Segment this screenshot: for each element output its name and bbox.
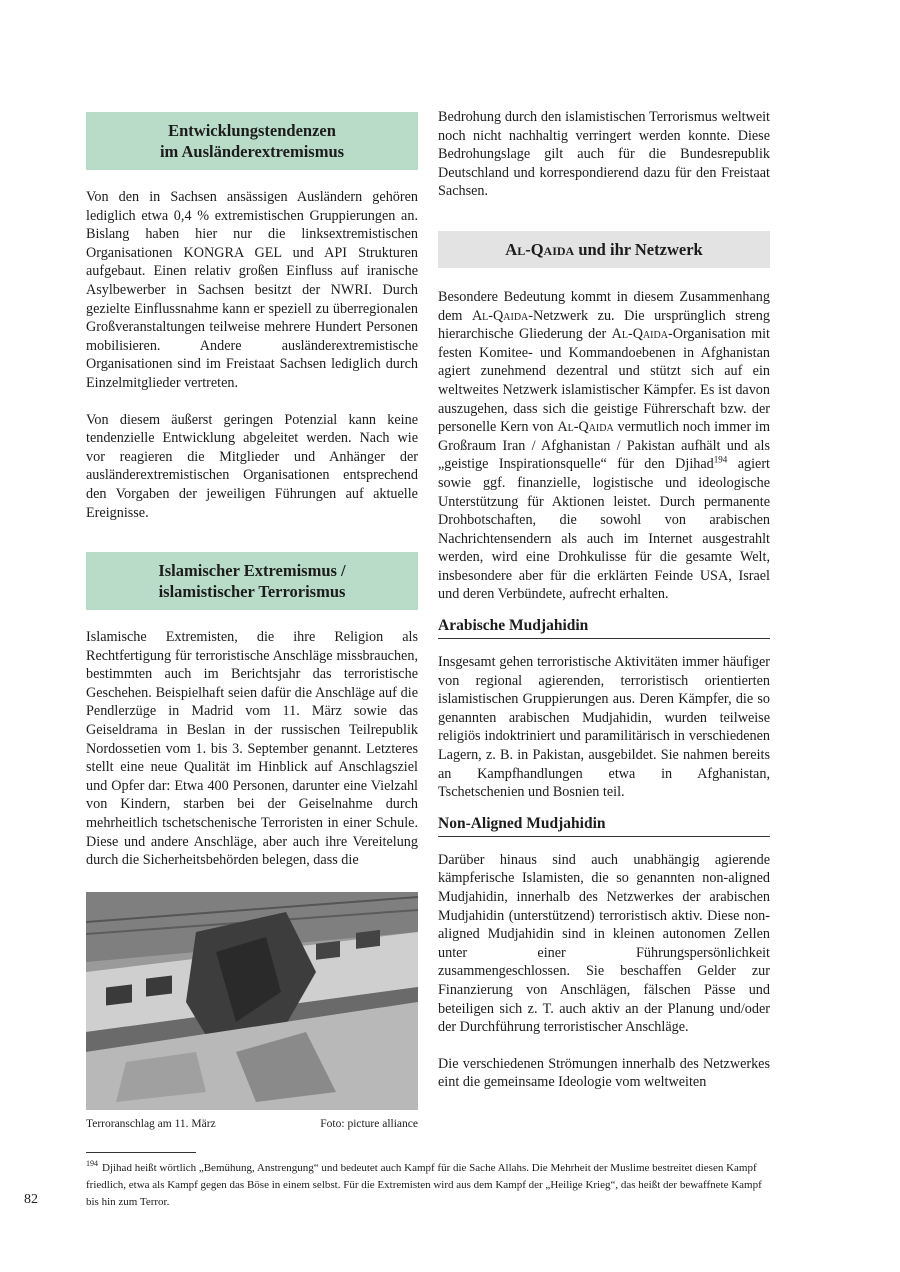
paragraph: Insgesamt gehen terroristische Aktivitäten immer häufiger von regional agierenden, terroristisch orientierten islamistischen Gruppierungen aus. Deren Kämpfer, die so genannten arabischen Mudjahidin, wurden teilweise religiös indoktriniert und paramilitärisch in verschiedenen Lagern, z. B. in Pakistan, ausgebildet. Sie nahmen bereits an Kampfhandlungen etwa in Afghanistan, Tschetschenien und Bosnien teil.	[438, 654, 770, 801]
paragraph: Bedrohung durch den islamistischen Terrorismus weltweit noch nicht nachhaltig verringert werden konnte. Diese Bedrohungslage gilt auch für die Bundesrepublik Deutschland und korrespondierend dazu für den Freistaat Sachsen.	[438, 109, 770, 200]
subheading-non-aligned-mudjahidin: Non-Aligned Mudjahidin	[438, 814, 770, 837]
paragraph: Von den in Sachsen ansässigen Ausländern gehören lediglich etwa 0,4 % extremistischen Gruppierungen an. Bislang haben hier nur die linksextremistischen Organisationen KONGRA GEL und API Strukturen aufgebaut. Einen relativ großen Einfluss auf iranische Asylbewerber in Sachsen besitzt der NWRI. Durch gezielte Einflussnahme kann er speziell zu überregionalen Großveranstaltungen teilweise mehrere Hundert Personen mobilisieren. Andere ausländerextremistische Organisationen sind im Freistaat Sachsen lediglich durch Einzelmitglieder vertreten.	[86, 189, 418, 391]
footnote-number: 194	[86, 1159, 98, 1169]
section-heading-auslaenderextremismus	[86, 112, 418, 170]
section-heading-al-qaida	[438, 231, 770, 268]
heading-line: im Ausländerextremismus	[159, 142, 345, 161]
paragraph: Von diesem äußerst geringen Potenzial kann keine tendenzielle Entwicklung abgeleitet werden. Nach wie vor reagieren die Mitglieder und Anhänger der ausländerextremistischen Organisationen entsprechend den Vorgaben der jeweiligen Führungen auf aktuelle Ereignisse.	[86, 411, 418, 521]
text: -Organisation mit festen Komitee- und Kommandoebenen in Afghanistan agiert zunehmend dezentral und stützt sich auf ein weltweites Netzwerk islamistischer Kämpfer. Es ist davon auszugehen, dass sich die geistige Führerschaft bzw. der personelle Kern von	[438, 326, 770, 436]
caption-text: Terroranschlag am 11. März	[86, 1117, 216, 1130]
al-qaida-term: Al-Qaida	[471, 307, 529, 324]
heading-al-qaida: Al-Qaida	[505, 239, 575, 259]
footnote	[86, 1160, 772, 1211]
paragraph: Darüber hinaus sind auch unabhängig agierende kämpferische Islamisten, die so genannten non-aligned Mudjahidin, innerhalb des Netzwerkes der arabischen Mudjahidin (unterstützend) terroristisch aktiv. Diese non-aligned Mudjahidin sind in kleinen autonomen Zellen unter einer Führungspersönlichkeit zusammengeschlossen. Sie beschaffen Gelder zur Finanzierung von Anschlägen, fälschen Pässe und beteiligen sich z. T. auch aktiv an der Planung und/oder der Durchführung terroristischer Anschläge.	[438, 851, 770, 1036]
page-number: 82	[24, 1192, 38, 1207]
heading-rest: und ihr Netzwerk	[574, 239, 703, 259]
text: -Netzwerk zu. Die ursprünglich streng hierarchische Gliederung der	[438, 307, 770, 343]
al-qaida-term: Al-Qaida	[611, 326, 668, 343]
left-column	[86, 108, 418, 1130]
subheading-arabische-mudjahidin: Arabische Mudjahidin	[438, 616, 770, 639]
section-heading-islamischer-extremismus	[86, 552, 418, 610]
photo-credit: Foto: picture alliance	[320, 1117, 418, 1130]
photo-caption	[86, 1118, 418, 1130]
paragraph-al-qaida	[438, 288, 770, 604]
paragraph: Die verschiedenen Strömungen innerhalb des Netzwerkes eint die gemeinsame Ideologie vom weltweiten	[438, 1055, 770, 1091]
text: agiert sowie ggf. finanzielle, logistische und ideologische Unterstützung für Aktionen leistet. Durch permanente Drohbotschaften, die sowohl von arabischen Nachrichtensendern als auch im Internet ausgestrahlt werden, wird eine Drohkulisse für die gesamte Welt, insbesondere aber für die erklärten Feinde USA, Israel und deren Verbündete, aufrecht erhalten.	[438, 456, 770, 603]
heading-line: islamistischer Terrorismus	[158, 582, 346, 602]
footnote-reference[interactable]: 194	[713, 454, 728, 465]
heading-line: Entwicklungstendenzen	[168, 121, 336, 140]
footnote-text: Djihad heißt wörtlich „Bemühung, Anstrengung“ und bedeutet auch Kampf für die Sache Allahs. Die Mehrheit der Muslime bestreitet diesen Kampf friedlich, etwa als Kampf gegen das Böse in einem selbst. Für die Extremisten wird aus dem Kampf der „Heilige Krieg“, das heißt der bewaffnete Kampf bis hin zum Terror.	[86, 1162, 762, 1208]
heading-line: Islamischer Extremismus /	[158, 561, 346, 581]
text: Besondere Bedeutung kommt in diesem Zusammenhang dem	[438, 288, 770, 324]
photo-illustration	[86, 892, 418, 1110]
text: vermutlich noch immer im Großraum Iran / Afghanistan / Pakistan aufhält und als „geistige Inspirationsquelle“ für den Djihad	[438, 419, 770, 473]
al-qaida-term: Al-Qaida	[557, 419, 614, 436]
right-column	[438, 108, 770, 1092]
train-attack-photo	[86, 892, 418, 1110]
paragraph: Islamische Extremisten, die ihre Religion als Rechtfertigung für terroristische Anschläge missbrauchen, bestimmten auch im Berichtsjahr das terroristische Geschehen. Beispielhaft seien dafür die Anschläge auf die Pendlerzüge in Madrid vom 11. März sowie das Geiseldrama in Beslan in der russischen Teilrepublik Nordossetien vom 1. bis 3. September genannt. Letzteres stellt eine neue Qualität im Hinblick auf Anschlagsziel und Opfer dar: Etwa 400 Personen, darunter eine Vielzahl von Kindern, starben bei der Geiselnahme durch mehrheitlich tschetschenische Terroristen in einer Schule. Diese und andere Anschläge, aber auch ihre Vereitelung durch die Sicherheitsbehörden belegen, dass die	[86, 629, 418, 869]
footnote-divider	[86, 1152, 196, 1153]
